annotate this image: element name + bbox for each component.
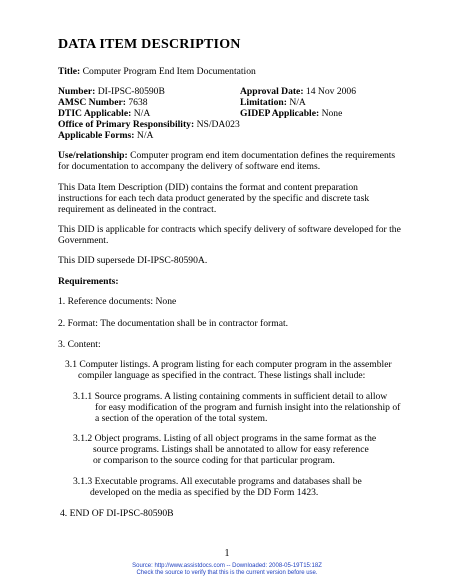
use-label: Use/relationship:: [58, 150, 128, 161]
approval-value: 14 Nov 2006: [305, 86, 357, 97]
limitation-value: N/A: [289, 97, 306, 108]
document-heading: DATA ITEM DESCRIPTION: [58, 37, 241, 52]
req-3-1-1-line-1: 3.1.1 Source programs. A listing containing comments in sufficient detail to allow: [73, 391, 388, 402]
requirements-heading: Requirements:: [58, 276, 119, 287]
req-3-1-2-line-2: source programs. Listings shall be annotated to allow for easy reference: [93, 444, 369, 455]
req-3-1-2-line-1: 3.1.2 Object programs. Listing of all object programs in the same format as the: [73, 433, 377, 444]
number-value: DI-IPSC-80590B: [97, 86, 165, 97]
forms-row: [58, 130, 153, 141]
use-line-2: for documentation to accompany the delivery of software end items.: [58, 161, 321, 172]
title-row: [58, 66, 256, 77]
req-3-1-3-line-1: 3.1.3 Executable programs. All executable programs and databases shall be: [73, 476, 362, 487]
gidep-value: None: [321, 108, 343, 119]
opr-label: Office of Primary Responsibility:: [58, 119, 195, 130]
applicable-line-1: This DID is applicable for contracts which specify delivery of software developed for the: [58, 224, 401, 235]
req-3-1-2-line-3: or comparison to the source coding for that particular program.: [93, 455, 335, 466]
applicable-line-2: Government.: [58, 235, 109, 246]
limitation-label: Limitation:: [240, 97, 287, 108]
approval-row: [240, 86, 356, 97]
use-line-1: [58, 150, 395, 161]
req-3: 3. Content:: [58, 339, 101, 350]
opr-value: NS/DA023: [196, 119, 240, 130]
amsc-label: AMSC Number:: [58, 97, 126, 108]
did-line-1: This Data Item Description (DID) contains the format and content preparation: [58, 182, 358, 193]
gidep-label: GIDEP Applicable:: [240, 108, 320, 119]
req-3-1-line-2: compiler language as specified in the contract. These listings shall include:: [78, 370, 366, 381]
number-label: Number:: [58, 86, 96, 97]
req-3-1-1-line-3: a section of the operation of the total system.: [95, 413, 268, 424]
forms-label: Applicable Forms:: [58, 130, 135, 141]
req-3-1-1-line-2: for easy modification of the program and furnish insight into the relationship of: [95, 402, 401, 413]
title-value: Computer Program End Item Documentation: [82, 66, 256, 77]
opr-row: [58, 119, 240, 130]
use-text-1: Computer program end item documentation defines the requirements: [130, 150, 396, 161]
number-row: [58, 86, 165, 97]
footer-source: Source: http://www.assistdocs.com -- Downloaded: 2008-05-19T15:18Z: [132, 563, 322, 569]
footer-check: Check the source to verify that this is the current version before use.: [136, 570, 318, 576]
req-3-1-line-1: 3.1 Computer listings. A program listing for each computer program in the assembler: [65, 359, 392, 370]
forms-value: N/A: [136, 130, 154, 141]
approval-label: Approval Date:: [240, 86, 304, 97]
page-number: 1: [224, 548, 230, 559]
req-1: 1. Reference documents: None: [58, 296, 177, 307]
req-3-1-3-line-2: developed on the media as specified by the DD Form 1423.: [90, 487, 319, 498]
dtic-row: [58, 108, 150, 119]
req-2: 2. Format: The documentation shall be in contractor format.: [58, 318, 289, 329]
title-label: Title:: [58, 66, 81, 77]
amsc-value: 7638: [128, 97, 148, 108]
dtic-value: N/A: [133, 108, 151, 119]
gidep-row: [240, 108, 342, 119]
did-line-2: instructions for each tech data product generated by the specific and discrete task: [58, 193, 370, 204]
did-line-3: requirement as delineated in the contract.: [58, 204, 217, 215]
amsc-row: [58, 97, 148, 108]
end-line: 4. END OF DI-IPSC-80590B: [60, 508, 174, 519]
supersede-line: This DID supersede DI-IPSC-80590A.: [58, 255, 208, 266]
dtic-label: DTIC Applicable:: [58, 108, 132, 119]
limitation-row: [240, 97, 306, 108]
